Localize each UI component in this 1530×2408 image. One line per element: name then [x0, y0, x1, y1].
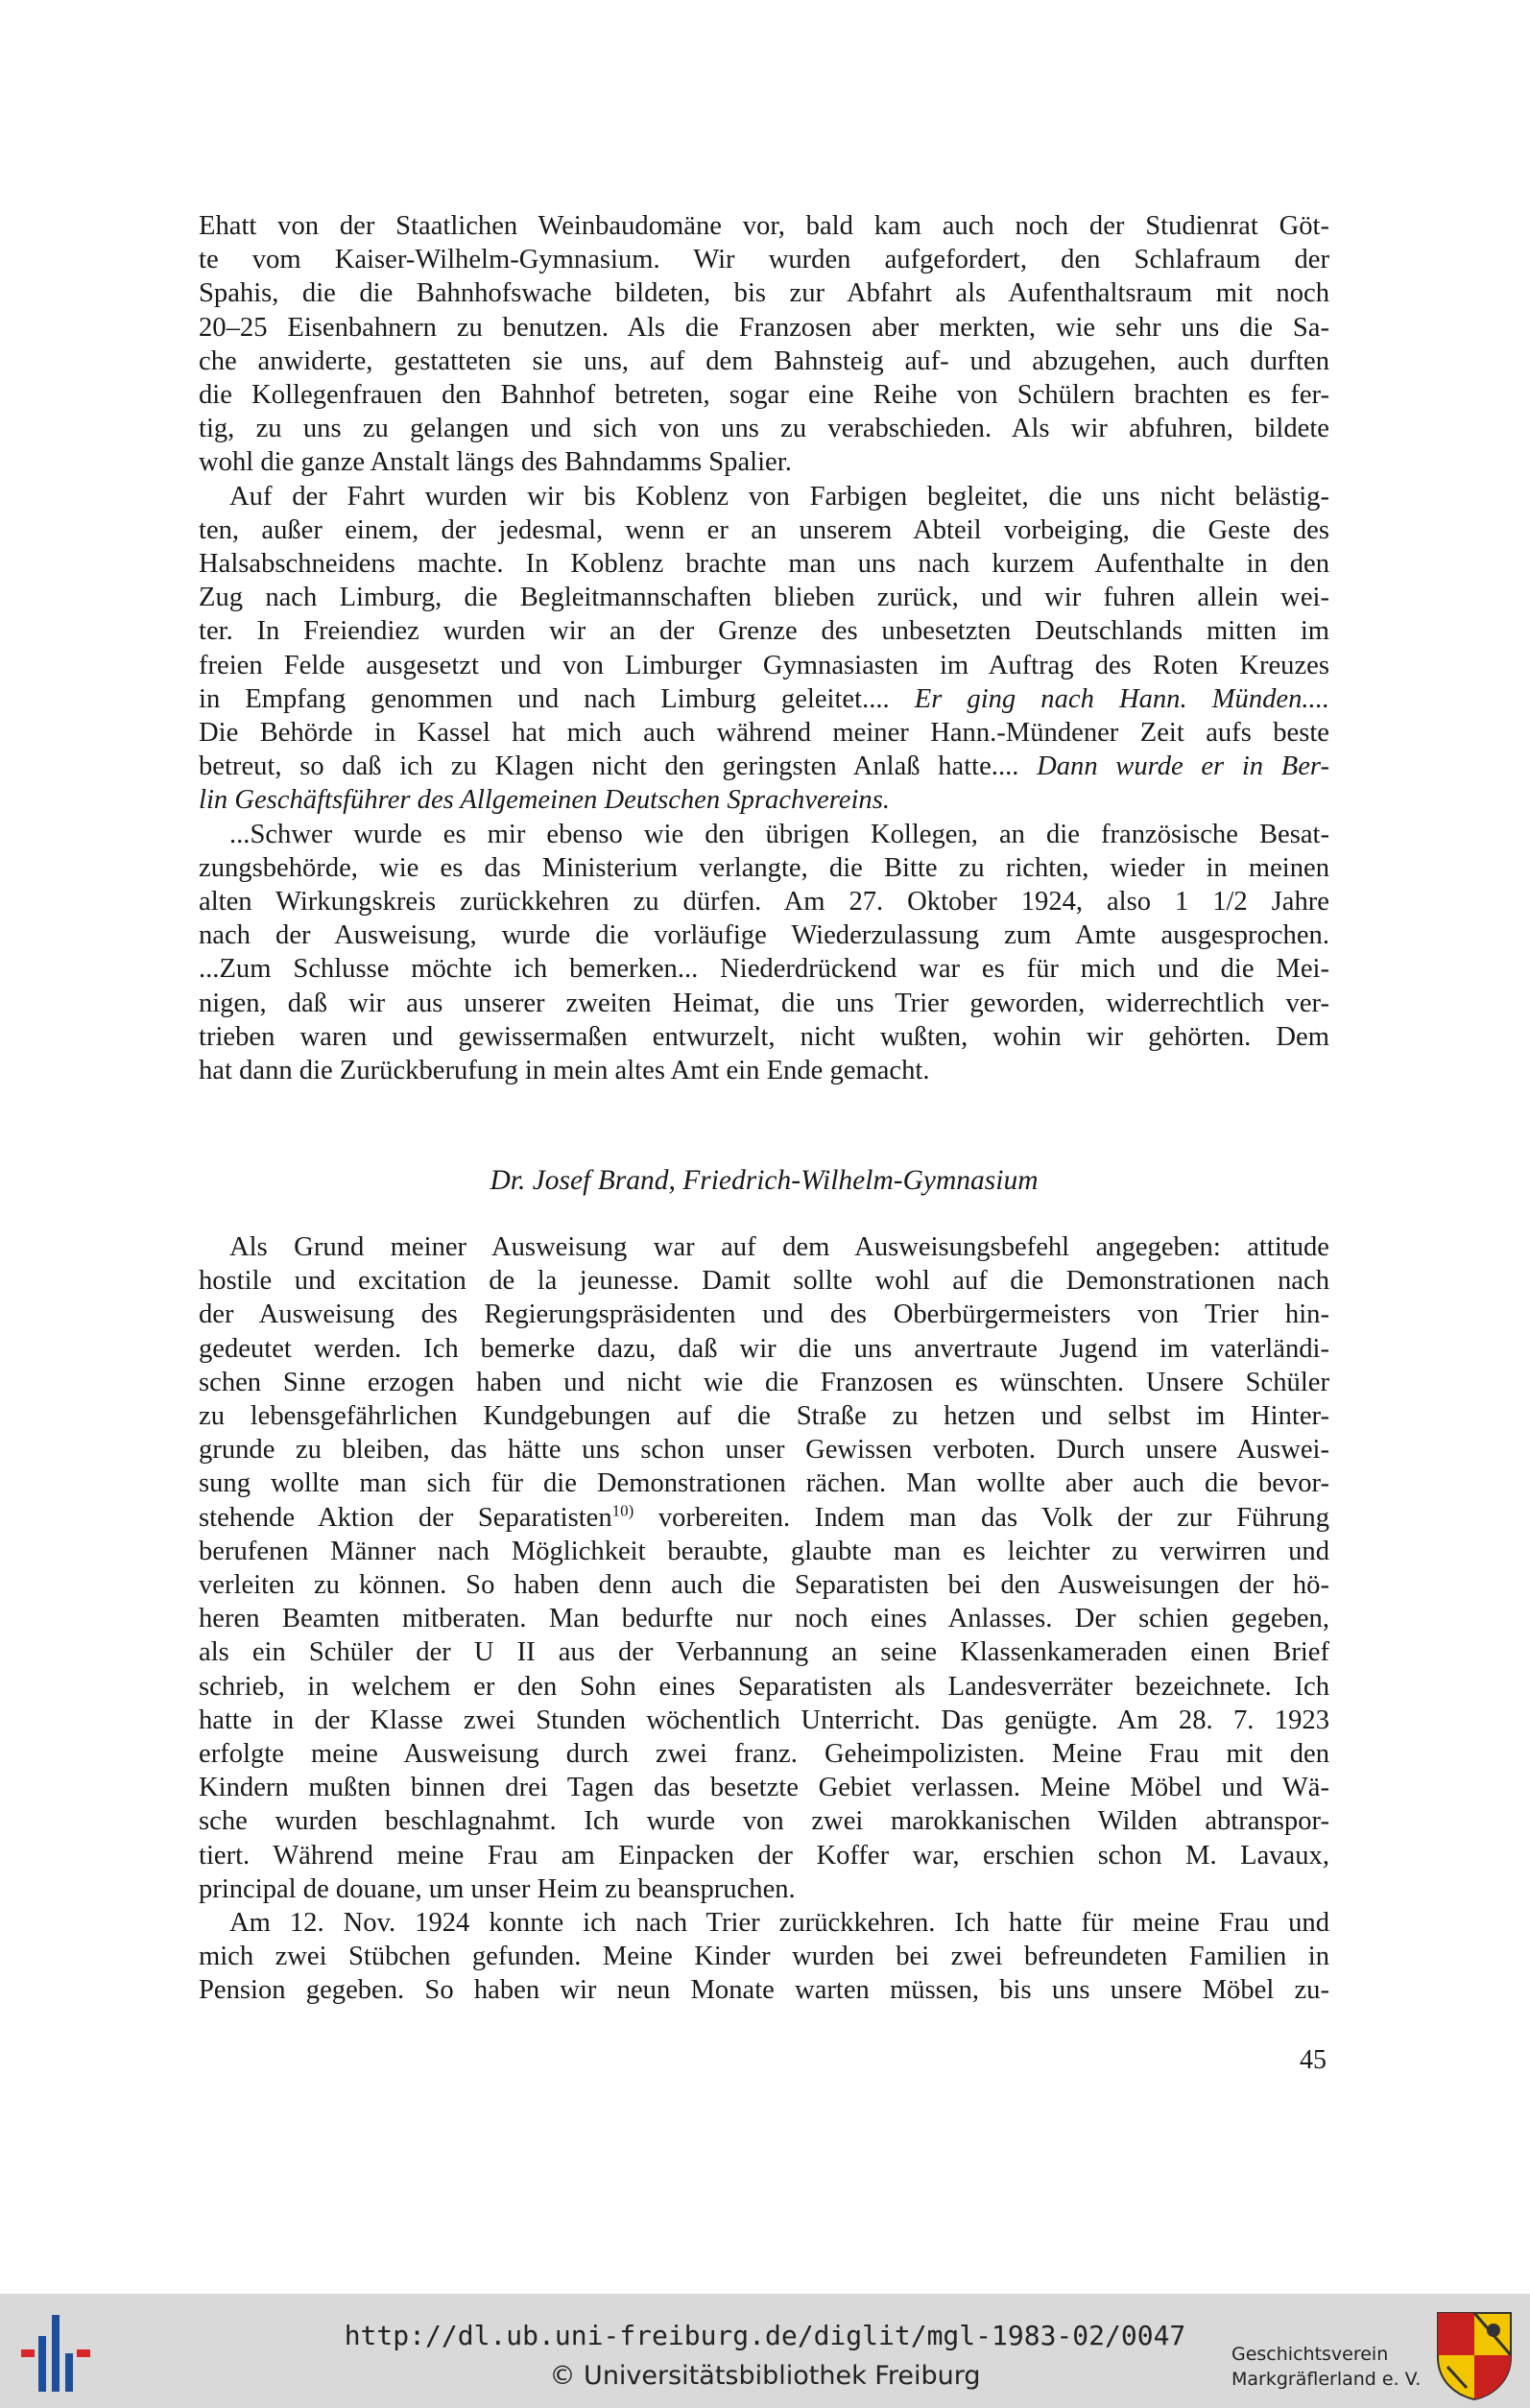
- coat-of-arms-icon: [1434, 2309, 1515, 2401]
- italic-text-line: lin Geschäftsführer des Allgemeinen Deutschen Sprachvereins.: [199, 785, 890, 816]
- italic-text: Er ging nach Hann. Münden....: [914, 683, 1329, 714]
- text-line: Halsabschneidens machte. In Koblenz brachte man uns nach kurzem Aufenthalte in den: [199, 549, 1329, 580]
- society-line-2: Markgräflerland e. V.: [1231, 2369, 1422, 2390]
- text-line: te vom Kaiser-Wilhelm-Gymnasium. Wir wurden aufgefordert, den Schlafraum der: [199, 245, 1329, 275]
- text-line: Pension gegeben. So haben wir neun Monate warten müssen, bis uns unsere Möbel zu-: [199, 1975, 1329, 2006]
- text-line: [199, 750, 1329, 783]
- text-line: als ein Schüler der U II aus der Verbannung an seine Klassenkameraden einen Brief: [199, 1637, 1329, 1668]
- text-line: freien Felde ausgesetzt und von Limburger Gymnasiasten im Auftrag des Roten Kreuzes: [199, 650, 1329, 680]
- text-line: Spahis, die die Bahnhofswache bildeten, bis zur Abfahrt als Aufenthaltsraum mit noch: [199, 278, 1329, 309]
- text-line: hostile und excitation de la jeunesse. Damit sollte wohl auf die Demonstrationen nach: [199, 1266, 1329, 1297]
- text-line: erfolgte meine Ausweisung durch zwei franz. Geheimpolizisten. Meine Frau mit den: [199, 1739, 1329, 1770]
- text-block-bottom: [199, 1230, 1329, 2008]
- text-line: heren Beamten mitberaten. Man bedurfte nur noch eines Anlasses. Der schien gegeben,: [199, 1604, 1329, 1634]
- text-line: Auf der Fahrt wurden wir bis Koblenz von Farbigen begleitet, die uns nicht belästig-: [229, 481, 1329, 512]
- text-line: wohl die ganze Anstalt längs des Bahndamms Spalier.: [199, 447, 792, 478]
- text-span: in Empfang genommen und nach Limburg geleitet....: [199, 683, 915, 714]
- footer-copyright: © Universitätsbibliothek Freiburg: [549, 2361, 981, 2391]
- text-line: schrieb, in welchem er den Sohn eines Separatisten als Landesverräter bezeichnete. Ich: [199, 1671, 1329, 1702]
- text-line: trieben waren und gewissermaßen entwurzelt, nicht wußten, wohin wir gehörten. Dem: [199, 1021, 1329, 1052]
- text-line: ten, außer einem, der jedesmal, wenn er an unserem Abteil vorbeiging, die Geste des: [199, 514, 1329, 545]
- text-line: gedeutet werden. Ich bemerke dazu, daß wir die uns anvertraute Jugend im vaterländi-: [199, 1333, 1329, 1364]
- text-line: grunde zu bleiben, das hätte uns schon unser Gewissen verboten. Durch unsere Auswei-: [199, 1435, 1329, 1466]
- text-span: betreut, so daß ich zu Klagen nicht den geringsten Anlaß hatte....: [199, 751, 1038, 782]
- text-line: Ehatt von der Staatlichen Weinbaudomäne vor, bald kam auch noch der Studienrat Göt-: [199, 211, 1329, 241]
- text-line: die Kollegenfrauen den Bahnhof betreten, sogar eine Reihe von Schülern brachten es fer-: [199, 380, 1329, 411]
- text-span: vorbereiten. Indem man das Volk der zur Führung: [634, 1502, 1329, 1533]
- text-line: verleiten zu können. So haben denn auch die Separatisten bei den Ausweisungen der hö-: [199, 1570, 1329, 1601]
- text-line: der Ausweisung des Regierungspräsidenten und des Oberbürgermeisters von Trier hin-: [199, 1299, 1329, 1330]
- text-line: principal de douane, um unser Heim zu beanspruchen.: [199, 1873, 796, 1904]
- text-line: ter. In Freiendiez wurden wir an der Grenze des unbesetzten Deutschlands mitten im: [199, 616, 1329, 647]
- text-line: mich zwei Stübchen gefunden. Meine Kinder wurden bei zwei befreundeten Familien in: [199, 1942, 1329, 1972]
- text-line: alten Wirkungskreis zurückkehren zu dürfen. Am 27. Oktober 1924, also 1 1/2 Jahre: [199, 887, 1329, 918]
- italic-text: Dann wurde er in Ber-: [1037, 751, 1329, 782]
- text-line: tiert. Während meine Frau am Einpacken der Koffer war, erschien schon M. Lavaux,: [199, 1840, 1329, 1871]
- text-line: zu lebensgefährlichen Kundgebungen auf die Straße zu hetzen und selbst im Hinter-: [199, 1401, 1329, 1432]
- text-line: berufenen Männer nach Möglichkeit beraubte, glaubte man es leichter zu verwirren und: [199, 1536, 1329, 1566]
- text-line: 20–25 Eisenbahnern zu benutzen. Als die Franzosen aber merkten, wie sehr uns die Sa-: [199, 312, 1329, 343]
- text-line: sung wollte man sich für die Demonstrationen rächen. Man wollte aber auch die bevor-: [199, 1468, 1329, 1499]
- text-line: hatte in der Klasse zwei Stunden wöchentlich Unterricht. Das genügte. Am 28. 7. 1923: [199, 1705, 1329, 1735]
- text-line: [199, 1501, 1329, 1535]
- text-line: hat dann die Zurückberufung in mein altes Amt ein Ende gemacht.: [199, 1056, 930, 1086]
- text-block-top: [199, 209, 1329, 1087]
- section-heading: Dr. Josef Brand, Friedrich-Wilhelm-Gymnasium: [490, 1165, 1039, 1196]
- society-name: [1231, 2342, 1421, 2392]
- text-line: [199, 682, 1329, 716]
- text-line: Am 12. Nov. 1924 konnte ich nach Trier zurückkehren. Ich hatte für meine Frau und: [229, 1908, 1329, 1939]
- text-line: nigen, daß wir aus unserer zweiten Heimat, die uns Trier geworden, widerrechtlich ver-: [199, 988, 1329, 1018]
- footer-url-link[interactable]: http://dl.ub.uni-freiburg.de/diglit/mgl-1983-02/0047: [344, 2320, 1186, 2351]
- page-number: 45: [1300, 2045, 1327, 2075]
- text-line: ...Zum Schlusse möchte ich bemerken... Niederdrückend war es für mich und die Mei-: [199, 954, 1329, 985]
- text-line: schen Sinne erzogen haben und nicht wie die Franzosen es wünschten. Unsere Schüler: [199, 1367, 1329, 1397]
- text-line: tig, zu uns zu gelangen und sich von uns zu verabschieden. Als wir abfuhren, bildete: [199, 414, 1329, 444]
- text-line: sche wurden beschlagnahmt. Ich wurde von zwei marokkanischen Wilden abtranspor-: [199, 1806, 1329, 1837]
- text-line: Zug nach Limburg, die Begleitmannschaften blieben zurück, und wir fuhren allein wei-: [199, 583, 1329, 613]
- text-line: Die Behörde in Kassel hat mich auch während meiner Hann.-Mündener Zeit aufs beste: [199, 718, 1329, 749]
- text-line: ...Schwer wurde es mir ebenso wie den übrigen Kollegen, an die französische Besat-: [229, 819, 1329, 849]
- text-line: Kindern mußten binnen drei Tagen das besetzte Gebiet verlassen. Meine Möbel und Wä-: [199, 1773, 1329, 1803]
- text-line: zungsbehörde, wie es das Ministerium verlangte, die Bitte zu richten, wieder in meinen: [199, 852, 1329, 883]
- text-span: stehende Aktion der Separatisten: [199, 1502, 612, 1533]
- footnote-mark: 10): [611, 1501, 634, 1520]
- society-line-1: Geschichtsverein: [1231, 2344, 1389, 2365]
- text-line: Als Grund meiner Ausweisung war auf dem Ausweisungsbefehl angegeben: attitude: [229, 1232, 1329, 1262]
- text-line: che anwiderte, gestatteten sie uns, auf dem Bahnsteig auf- und abzugehen, auch durften: [199, 346, 1329, 376]
- text-line: nach der Ausweisung, wurde die vorläufige Wiederzulassung zum Amte ausgesprochen.: [199, 920, 1329, 951]
